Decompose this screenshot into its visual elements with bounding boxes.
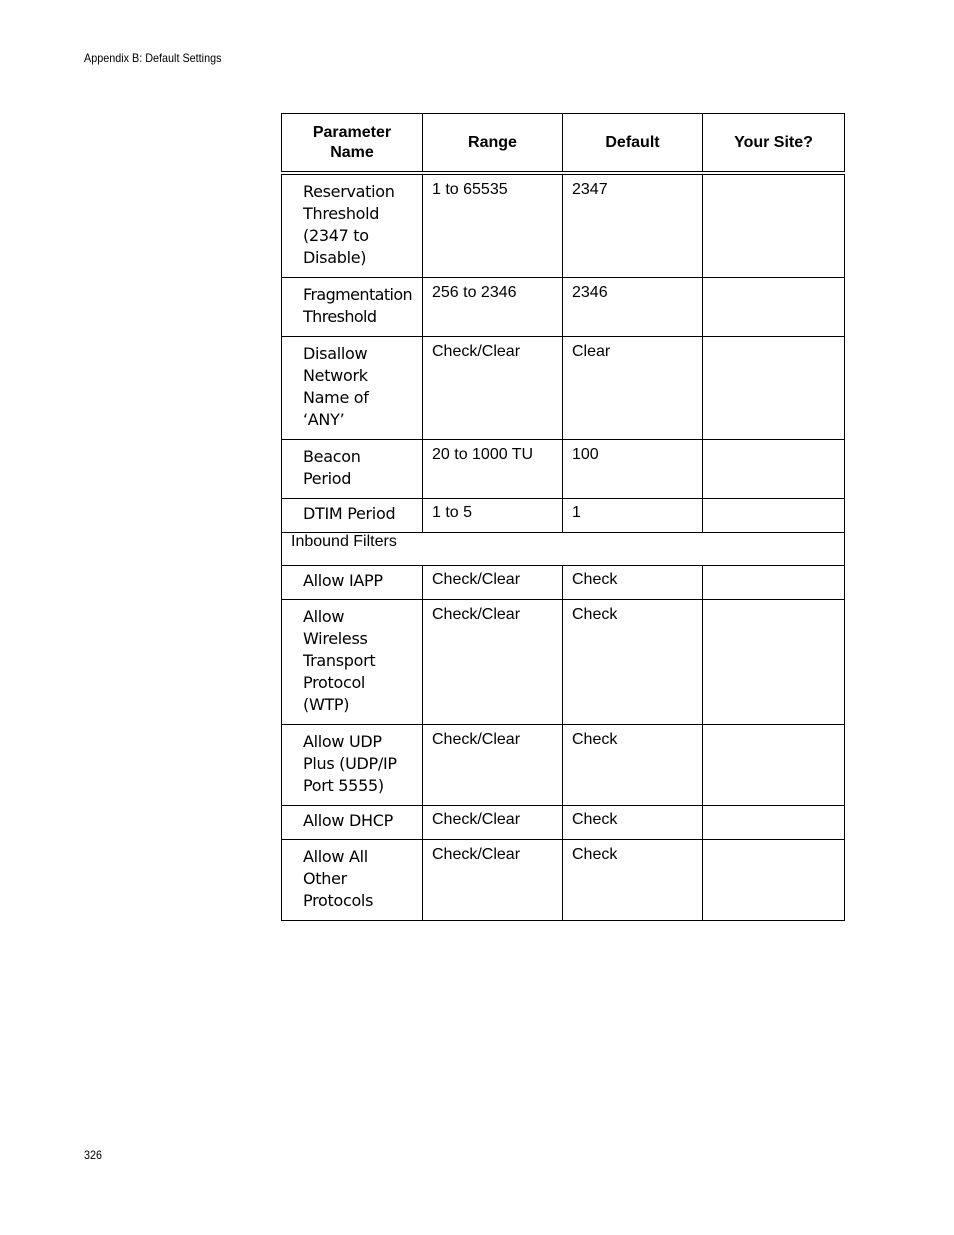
range-value: Check/Clear bbox=[432, 606, 521, 623]
table-row bbox=[282, 278, 845, 337]
column-header-default: Default bbox=[563, 114, 703, 174]
range-value: Check/Clear bbox=[432, 731, 521, 748]
range-value: 1 to 65535 bbox=[432, 181, 508, 198]
table-header-row bbox=[282, 114, 845, 174]
your-site-value bbox=[703, 337, 844, 347]
default-value: Check bbox=[572, 811, 618, 828]
parameter-name: Reservation Threshold (2347 to Disable) bbox=[303, 182, 395, 267]
table-row bbox=[282, 806, 845, 840]
default-settings-table bbox=[281, 113, 845, 921]
your-site-value bbox=[703, 566, 844, 576]
your-site-value bbox=[703, 725, 844, 735]
range-value: Check/Clear bbox=[432, 571, 521, 588]
parameter-name: Allow IAPP bbox=[303, 571, 383, 590]
default-value: Check bbox=[572, 846, 618, 863]
default-value: 1 bbox=[572, 504, 581, 521]
table-row bbox=[282, 173, 845, 278]
range-value: 1 to 5 bbox=[432, 504, 473, 521]
table-row bbox=[282, 840, 845, 921]
page-number: 326 bbox=[84, 1148, 103, 1162]
default-value: Check bbox=[572, 606, 618, 623]
range-value: Check/Clear bbox=[432, 343, 521, 360]
range-value: 20 to 1000 TU bbox=[432, 446, 534, 463]
table-row bbox=[282, 566, 845, 600]
table-row bbox=[282, 499, 845, 533]
default-value: 2346 bbox=[572, 284, 608, 301]
your-site-value bbox=[703, 440, 844, 450]
table-row bbox=[282, 440, 845, 499]
table-row bbox=[282, 337, 845, 440]
your-site-value bbox=[703, 600, 844, 610]
running-header: Appendix B: Default Settings bbox=[84, 51, 222, 65]
column-header-range: Range bbox=[423, 114, 563, 174]
parameter-name: Allow Wireless Transport Protocol (WTP) bbox=[303, 607, 376, 714]
parameter-name: DTIM Period bbox=[303, 504, 396, 523]
parameter-name: Allow All Other Protocols bbox=[303, 847, 374, 910]
default-value: Clear bbox=[572, 343, 611, 360]
your-site-value bbox=[703, 278, 844, 288]
parameter-name: Allow UDP Plus (UDP/IP Port 5555) bbox=[303, 732, 397, 795]
your-site-value bbox=[703, 499, 844, 509]
your-site-value bbox=[703, 175, 844, 185]
table-row bbox=[282, 725, 845, 806]
default-value: 100 bbox=[572, 446, 599, 463]
column-header-your-site: Your Site? bbox=[703, 114, 845, 174]
section-label: Inbound Filters bbox=[291, 533, 397, 550]
range-value: Check/Clear bbox=[432, 811, 521, 828]
range-value: Check/Clear bbox=[432, 846, 521, 863]
default-value: Check bbox=[572, 731, 618, 748]
range-value: 256 to 2346 bbox=[432, 284, 517, 301]
your-site-value bbox=[703, 840, 844, 850]
your-site-value bbox=[703, 806, 844, 816]
parameter-name: Disallow Network Name of ‘ANY’ bbox=[303, 344, 369, 429]
section-row bbox=[282, 533, 845, 566]
parameter-name: Fragmentation Threshold bbox=[303, 285, 413, 326]
column-header-parameter-name: Parameter Name bbox=[282, 114, 423, 174]
parameter-name: Allow DHCP bbox=[303, 811, 393, 830]
default-value: Check bbox=[572, 571, 618, 588]
parameter-name: Beacon Period bbox=[303, 447, 361, 488]
table-row bbox=[282, 600, 845, 725]
default-value: 2347 bbox=[572, 181, 608, 198]
